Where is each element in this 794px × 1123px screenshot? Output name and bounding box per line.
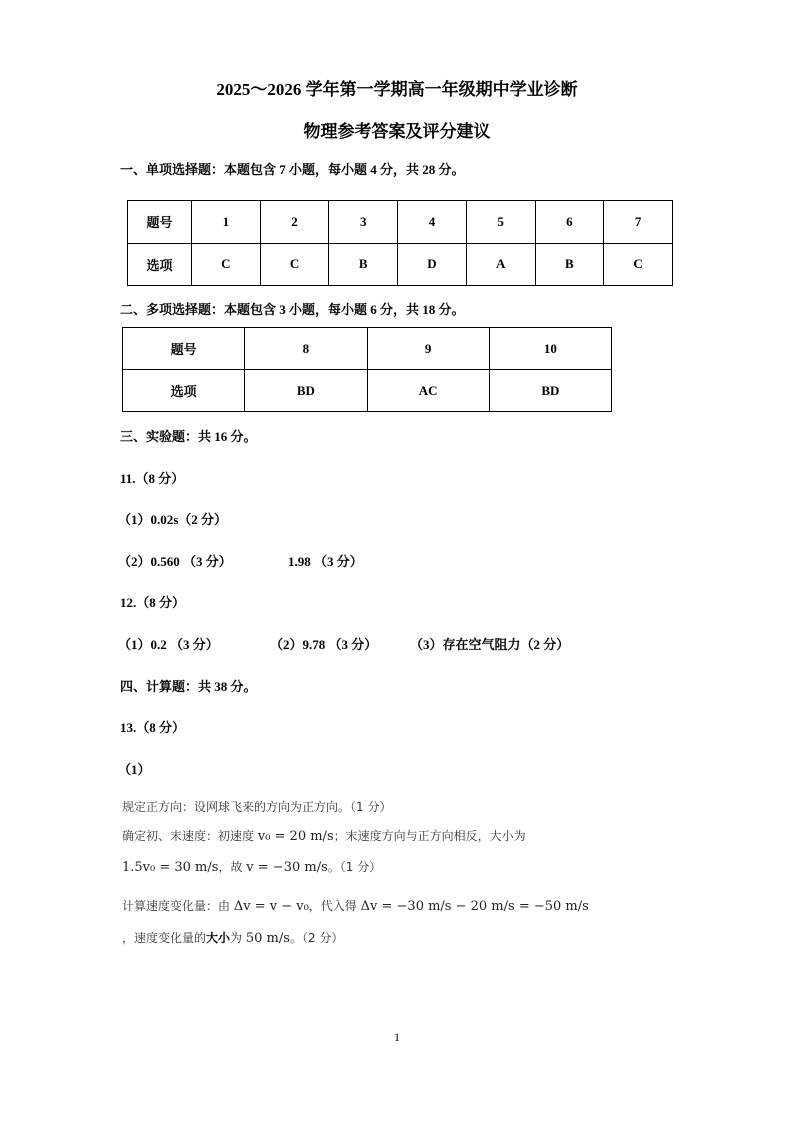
answer-cell: B (329, 243, 398, 286)
q13-line5 (122, 929, 343, 946)
q12-part2: （2）9.78 （3 分） (270, 637, 378, 652)
section4-heading: 四、计算题：共 38 分。 (120, 679, 257, 694)
answer-cell: C (260, 243, 329, 286)
final-velocity-formula: v = −30 m/s (246, 860, 328, 875)
line5-end: 。（2 分） (289, 931, 344, 945)
q11-part2a: （2）0.560 （3 分） (118, 554, 232, 569)
row-label-answer: 选项 (128, 243, 192, 286)
q12-part1: （1）0.2 （3 分） (118, 637, 219, 652)
single-choice-table (127, 200, 673, 286)
section1-heading: 一、单项选择题：本题包含 7 小题，每小题 4 分，共 28 分。 (120, 162, 465, 177)
question-number: 5 (466, 201, 535, 244)
line3-mid: ，故 (218, 860, 243, 874)
q13-line1: 规定正方向：设网球飞来的方向为正方向。（1 分） (122, 800, 392, 814)
delta-v-calculation: Δv = −30 m/s − 20 m/s = −50 m/s (360, 899, 589, 914)
delta-v-definition: Δv = v − v₀ (233, 899, 309, 914)
answer-cell: D (398, 243, 467, 286)
q11-title: 11.（8 分） (120, 471, 185, 486)
answer-cell: A (466, 243, 535, 286)
delta-v-magnitude: 50 m/s (245, 931, 290, 946)
answer-cell: AC (367, 370, 489, 412)
question-number: 3 (329, 201, 398, 244)
question-number: 4 (398, 201, 467, 244)
q11-part2b: 1.98 （3 分） (288, 554, 363, 569)
question-number: 9 (367, 328, 489, 370)
q12-part3: （3）存在空气阻力（2 分） (410, 637, 570, 652)
multi-choice-table (122, 327, 612, 412)
table-row (128, 243, 673, 286)
row-label-answer: 选项 (123, 370, 245, 412)
question-number: 10 (489, 328, 611, 370)
line2-rest: ；末速度方向与正方向相反，大小为 (333, 829, 526, 843)
question-number: 2 (260, 201, 329, 244)
question-number: 7 (604, 201, 673, 244)
answer-cell: BD (489, 370, 611, 412)
row-label-number: 题号 (128, 201, 192, 244)
q13-line4 (122, 897, 589, 914)
question-number: 8 (245, 328, 367, 370)
page-title: 2025～2026 学年第一学期高一年级期中学业诊断 (216, 80, 578, 99)
line4-text: 计算速度变化量：由 (122, 899, 231, 913)
q13-line2 (122, 827, 526, 844)
answer-cell: B (535, 243, 604, 286)
table-row (128, 201, 673, 244)
initial-velocity-formula: v₀ = 20 m/s (257, 829, 334, 844)
line5-start: ，速度变化量的 (122, 931, 207, 945)
q12-title: 12.（8 分） (120, 595, 186, 610)
table-row (123, 370, 612, 412)
question-number: 6 (535, 201, 604, 244)
line5-bold: 大小 (206, 931, 231, 945)
answer-cell: C (604, 243, 673, 286)
section2-heading: 二、多项选择题：本题包含 3 小题，每小题 6 分，共 18 分。 (120, 302, 465, 317)
table-row (123, 328, 612, 370)
row-label-number: 题号 (123, 328, 245, 370)
answer-cell: BD (245, 370, 367, 412)
section3-heading: 三、实验题：共 16 分。 (120, 429, 257, 444)
page-number: 1 (394, 1030, 400, 1044)
answer-cell: C (192, 243, 261, 286)
q11-part1: （1）0.02s（2 分） (118, 512, 228, 527)
line4-mid: ，代入得 (308, 899, 357, 913)
question-number: 1 (192, 201, 261, 244)
q13-line3 (122, 858, 381, 875)
final-speed-formula: 1.5v₀ = 30 m/s (122, 860, 219, 875)
q13-title: 13.（8 分） (120, 720, 186, 735)
line5-mid: 为 (230, 931, 243, 945)
line3-end: 。（1 分） (327, 860, 382, 874)
page-subtitle: 物理参考答案及评分建议 (303, 122, 491, 141)
q13-part1: （1） (118, 762, 151, 777)
line2-text: 确定初、末速度：初速度 (122, 829, 255, 843)
